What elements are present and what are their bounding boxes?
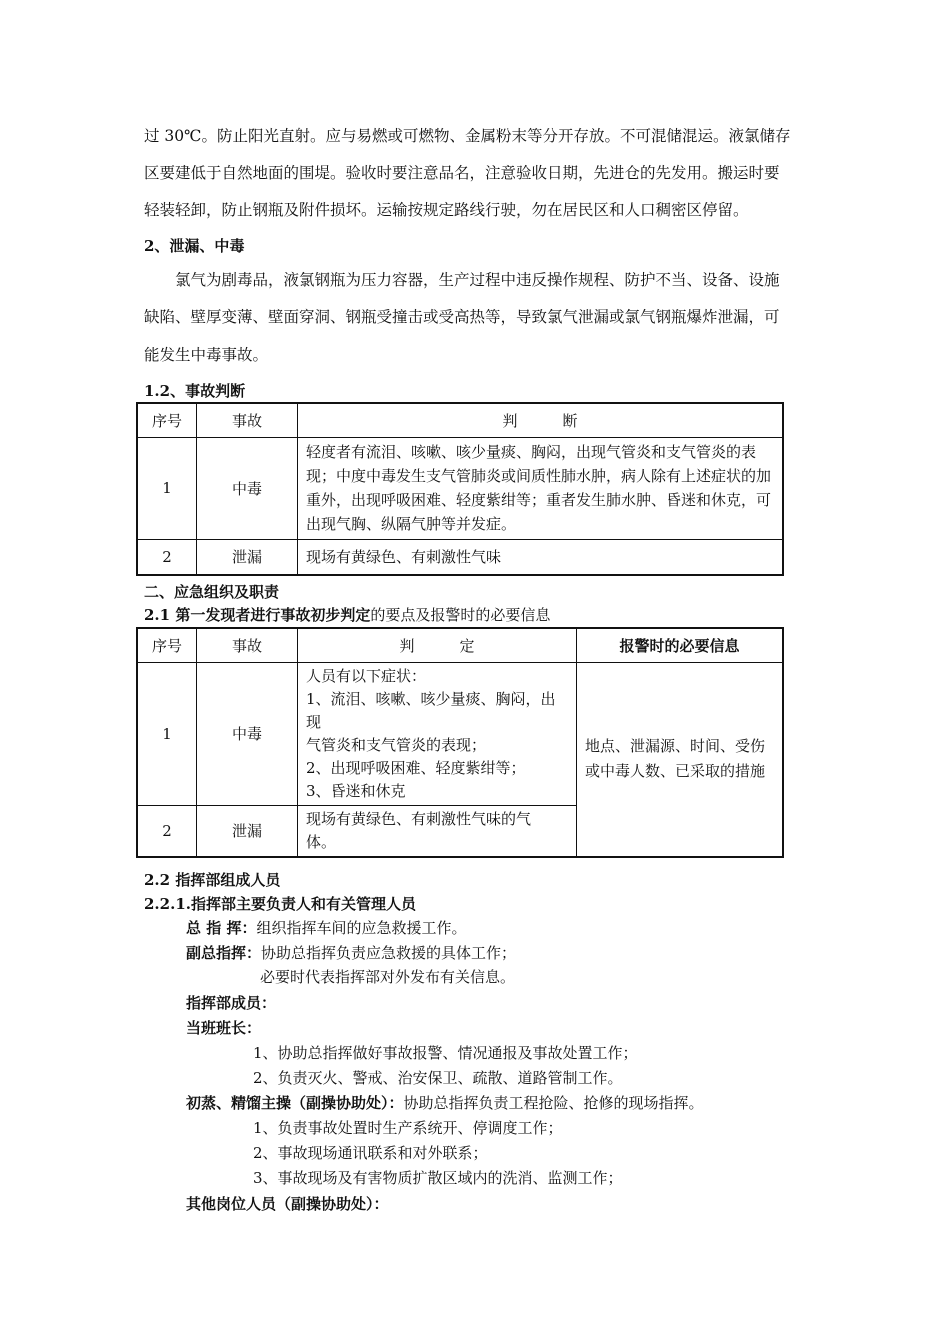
intro-line-1: 过 30℃。防止阳光直射。应与易燃或可燃物、金属粉末等分开存放。不可混储混运。液氯储存 — [144, 127, 791, 145]
row-judge — [298, 805, 577, 857]
intro-line-2: 区要建低于自然地面的围堤。验收时要注意品名，注意验收日期，先进仓的先发用。搬运时要 — [144, 164, 780, 182]
chief-line — [186, 917, 466, 938]
leak-line-2: 缺陷、壁厚变薄、壁面穿洞、钢瓶受撞击或受高热等，导致氯气泄漏或氯气钢瓶爆炸泄漏，可 — [144, 308, 780, 326]
deputy-text-2: 必要时代表指挥部对外发布有关信息。 — [260, 968, 516, 986]
org-subheading-rest: 的要点及报警时的必要信息 — [370, 606, 551, 624]
chief-text: 组织指挥车间的应急救援工作。 — [256, 919, 467, 937]
row-type: 泄漏 — [197, 805, 298, 857]
leak-line-1: 氯气为剧毒品，液氯钢瓶为压力容器，生产过程中违反操作规程、防护不当、设备、设施 — [175, 271, 780, 289]
deputy-label: 副总指挥： — [186, 944, 262, 962]
judge-line: 1、流泪、咳嗽、咳少量痰、胸闷，出现 — [306, 689, 556, 731]
distill-line — [186, 1092, 704, 1113]
col-header-judge: 判 断 — [298, 403, 784, 437]
row-no: 2 — [137, 805, 197, 857]
col-header-alarm: 报警时的必要信息 — [577, 628, 784, 662]
shift-label: 当班班长： — [186, 1019, 262, 1037]
intro-line-3: 轻装轻卸，防止钢瓶及附件损坏。运输按规定路线行驶，勿在居民区和人口稠密区停留。 — [144, 201, 749, 219]
leak-line-3: 能发生中毒事故。 — [144, 346, 269, 364]
col-header-type: 事故 — [197, 403, 298, 437]
shift-item-2: 2、负责灭火、警戒、治安保卫、疏散、道路管制工作。 — [253, 1069, 623, 1087]
deputy-line — [186, 942, 516, 963]
distill-text: 协助总指挥负责工程抢险、抢修的现场指挥。 — [403, 1094, 704, 1112]
members-label: 指挥部成员： — [186, 994, 277, 1012]
col-header-no: 序号 — [137, 628, 197, 662]
col-header-type: 事故 — [197, 628, 298, 662]
distill-item-2: 2、事故现场通讯联系和对外联系； — [253, 1144, 488, 1162]
org-subheading-bold: 2.1 第一发现者进行事故初步判定 — [144, 606, 371, 624]
row-desc: 现场有黄绿色、有刺激性气味 — [298, 539, 784, 575]
deputy-text: 协助总指挥负责应急救援的具体工作； — [261, 944, 517, 962]
leak-heading: 2、泄漏、中毒 — [144, 237, 245, 255]
cmd-heading: 2.2 指挥部组成人员 — [144, 871, 281, 889]
judge-line: 现场有黄绿色、有刺激性气味的气 — [306, 809, 532, 828]
row-no: 1 — [137, 662, 197, 805]
row-type: 中毒 — [197, 662, 298, 805]
other-label: 其他岗位人员（副操协助处）： — [186, 1195, 389, 1213]
judge-line: 3、昏迷和休克 — [306, 781, 406, 800]
alarm-info: 地点、泄漏源、时间、受伤或中毒人数、已采取的措施 — [577, 662, 784, 857]
distill-item-1: 1、负责事故处置时生产系统开、停调度工作； — [253, 1119, 563, 1137]
judge-line: 气管炎和支气管炎的表现； — [306, 735, 487, 754]
table-header-row — [137, 403, 783, 437]
distill-item-3: 3、事故现场及有害物质扩散区域内的洗消、监测工作； — [253, 1169, 623, 1187]
chief-label: 总 指 挥： — [186, 919, 257, 937]
table-row — [137, 539, 783, 575]
table-row — [137, 437, 783, 539]
judge-line: 2、出现呼吸困难、轻度紫绀等； — [306, 758, 526, 777]
org-heading: 二、应急组织及职责 — [144, 583, 280, 601]
col-header-judge: 判 定 — [298, 628, 577, 662]
table-row — [137, 662, 783, 805]
report-table — [136, 627, 784, 858]
judge-line: 人员有以下症状： — [306, 666, 427, 685]
row-no: 1 — [137, 437, 197, 539]
org-subheading — [144, 604, 550, 625]
judge-table — [136, 402, 784, 576]
row-type: 中毒 — [197, 437, 298, 539]
row-type: 泄漏 — [197, 539, 298, 575]
distill-label: 初蒸、精馏主操（副操协助处）： — [186, 1094, 404, 1112]
row-no: 2 — [137, 539, 197, 575]
judge-line: 体。 — [306, 832, 337, 851]
cmd-subheading: 2.2.1.指挥部主要负责人和有关管理人员 — [144, 895, 416, 913]
table-header-row — [137, 628, 783, 662]
row-judge — [298, 662, 577, 805]
col-header-no: 序号 — [137, 403, 197, 437]
row-desc: 轻度者有流泪、咳嗽、咳少量痰、胸闷，出现气管炎和支气管炎的表现；中度中毒发生支气管肺炎或间质性肺水肿，病人除有上述症状的加重外，出现呼吸困难、轻度紫绀等；重者发生肺水肿、昏迷和休克，可出现气胸、纵隔气肿等并发症。 — [298, 437, 784, 539]
judge-heading: 1.2、事故判断 — [144, 382, 246, 400]
shift-item-1: 1、协助总指挥做好事故报警、情况通报及事故处置工作； — [253, 1044, 638, 1062]
